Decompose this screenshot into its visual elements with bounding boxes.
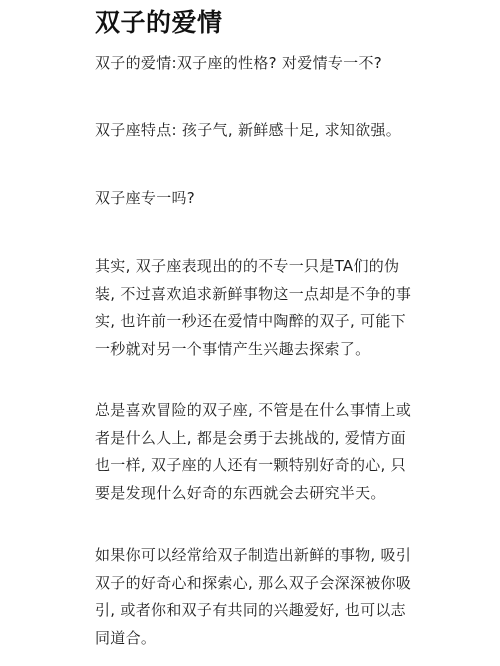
paragraph-disguise: 其实, 双子座表现出的的不专一只是TA们的伪 装, 不过喜欢追求新鲜事物这一点却是不争的事 实, 也许前一秒还在爱情中陶醉的双子, 可能下 一秒就对另一个事情产生兴趣去探索了。 bbox=[95, 257, 412, 358]
paragraph-attraction: 如果你可以经常给双子制造出新鲜的事物, 吸引 双子的好奇心和探索心, 那么双子会深深被你吸 引, 或者你和双子有共同的兴趣爱好, 也可以志 同道合。 bbox=[95, 546, 412, 647]
article-title: 双子的爱情 bbox=[95, 8, 223, 37]
paragraph-traits: 双子座特点: 孩子气, 新鲜感十足, 求知欲强。 bbox=[95, 121, 402, 139]
paragraph-question: 双子座专一吗? bbox=[95, 189, 196, 207]
paragraph-intro: 双子的爱情:双子座的性格? 对爱情专一不? bbox=[95, 54, 383, 72]
paragraph-adventure: 总是喜欢冒险的双子座, 不管是在什么事情上或 者是什么人上, 都是会勇于去挑战的, 爱情方面 也一样, 双子座的人还有一颗特别好奇的心, 只 要是发现什么好奇的东西就会去研究半天。 bbox=[95, 401, 412, 502]
